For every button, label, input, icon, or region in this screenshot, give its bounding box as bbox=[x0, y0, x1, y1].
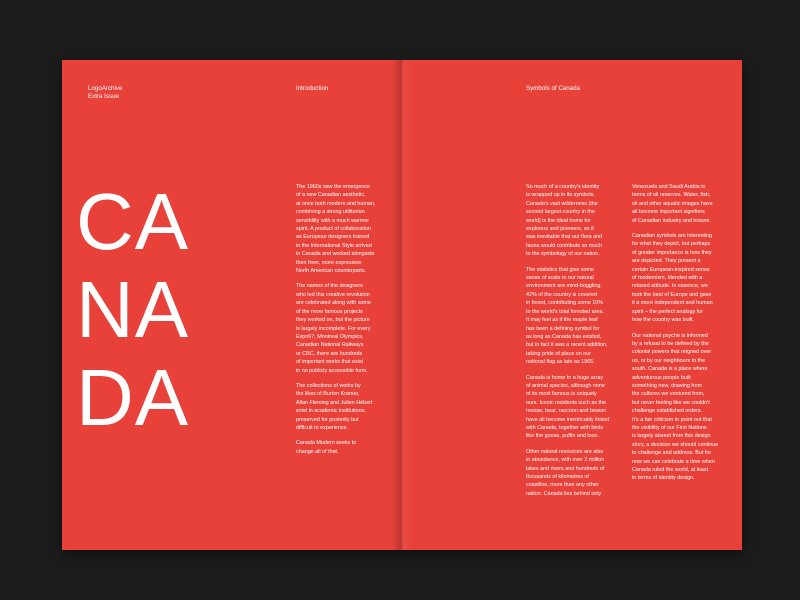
big-title-line: NA bbox=[76, 265, 190, 354]
big-title bbox=[76, 178, 276, 442]
intro-body bbox=[296, 183, 396, 463]
paragraph: Canada is home to a huge array of animal species, although none of its most famous is uniquely ours. Iconic residents such as the moose, bear, raccoon and beaver have all become inextricably linked with Canada, together with birds like the goose, puffin and loon. bbox=[526, 374, 610, 440]
paragraph: Our national psyche is informed by a refusal to be defined by the colonial powers that reigned over us, or by our neighbours to the south. Canada is a place where adventurous people built something new, drawing from the cultures we ventured from, but never feeling like we couldn't challenge established orders. It's a fair criticism to point out that the visibility of our First Nations is largely absent from this design story, a decision we should continue to challenge and address. But for now we can celebrate a time when Canada ruled the world, at least in terms of identity design. bbox=[632, 332, 719, 482]
big-title-line: DA bbox=[76, 353, 190, 442]
paragraph: The names of the designers who led this creative revolution are celebrated along with some of the more famous projects they worked on, but the picture is largely incomplete. For every Expo67, Montreal Olympics, Canadian National Railways or CBC, there are hundreds of important works that exist in no publicly accessible form. bbox=[296, 283, 371, 374]
paragraph: The 1960s saw the emergence of a new Canadian aesthetic, at once both modern and human, combining a strong utilitarian sensibility with a much warmer spirit. A product of collaboration as European designers trained in the International Style arrived in Canada and worked alongside their freer, more expressive North American counterparts. bbox=[296, 184, 376, 275]
section-title-symbols: Symbols of Canada bbox=[526, 85, 580, 92]
left-page bbox=[62, 60, 402, 550]
paragraph: Other natural resources are also in abundance, with over 2 million lakes and rivers and hundreds of thousands of kilometres of coastline, more than any other nation. Canada lies behind only bbox=[526, 448, 605, 497]
paragraph: The statistics that give some sense of scale to our natural environment are mind-boggling. 42% of the country is covered in forest, contributing some 10% to the world's total forested area. It may feel as if the maple leaf has been a defining symbol for as long as Canada has existed, but in fact it was a recent addition, taking pride of place on our national flag as late as 1965. bbox=[526, 266, 608, 366]
brand-name: LogoArchive bbox=[88, 85, 123, 92]
section-title-introduction: Introduction bbox=[296, 85, 329, 92]
paragraph: Canadian symbols are interesting for what they depict, but perhaps of greater importance is how they are depicted. They present a certain European-inspired sense of modernism, blended with a relaxed attitude. In essence, we took the best of Europe and gave it a more independent and human spirit – the perfect analogy for how the country was built. bbox=[632, 233, 713, 324]
paragraph: Venezuela and Saudi Arabia in terms of oil reserves. Water, fish, oil and other aquatic images have all become important signifiers of Canadian industry and leisure. bbox=[632, 184, 713, 224]
body-column-2 bbox=[632, 183, 736, 490]
body-column-1 bbox=[526, 183, 626, 505]
paragraph: So much of a country's identity is wrapped up in its symbols. Canada's vast wilderness (the second largest country in the world) is the ideal home for explorers and pioneers, so it was inevitable that our flora and fauna would contribute so much to the symbology of our nation. bbox=[526, 184, 603, 258]
magazine-spread bbox=[62, 60, 742, 550]
paragraph: The collections of works by the likes of Burton Kramer, Allan Fleming and Julien Hébert exist in academic institutions, preserved for posterity but difficult to experience. bbox=[296, 382, 373, 431]
issue-label: Extra Issue bbox=[88, 93, 119, 100]
paragraph: Canada Modern seeks to change all of that. bbox=[296, 440, 357, 455]
big-title-line: CA bbox=[76, 177, 190, 266]
right-page bbox=[402, 60, 742, 550]
